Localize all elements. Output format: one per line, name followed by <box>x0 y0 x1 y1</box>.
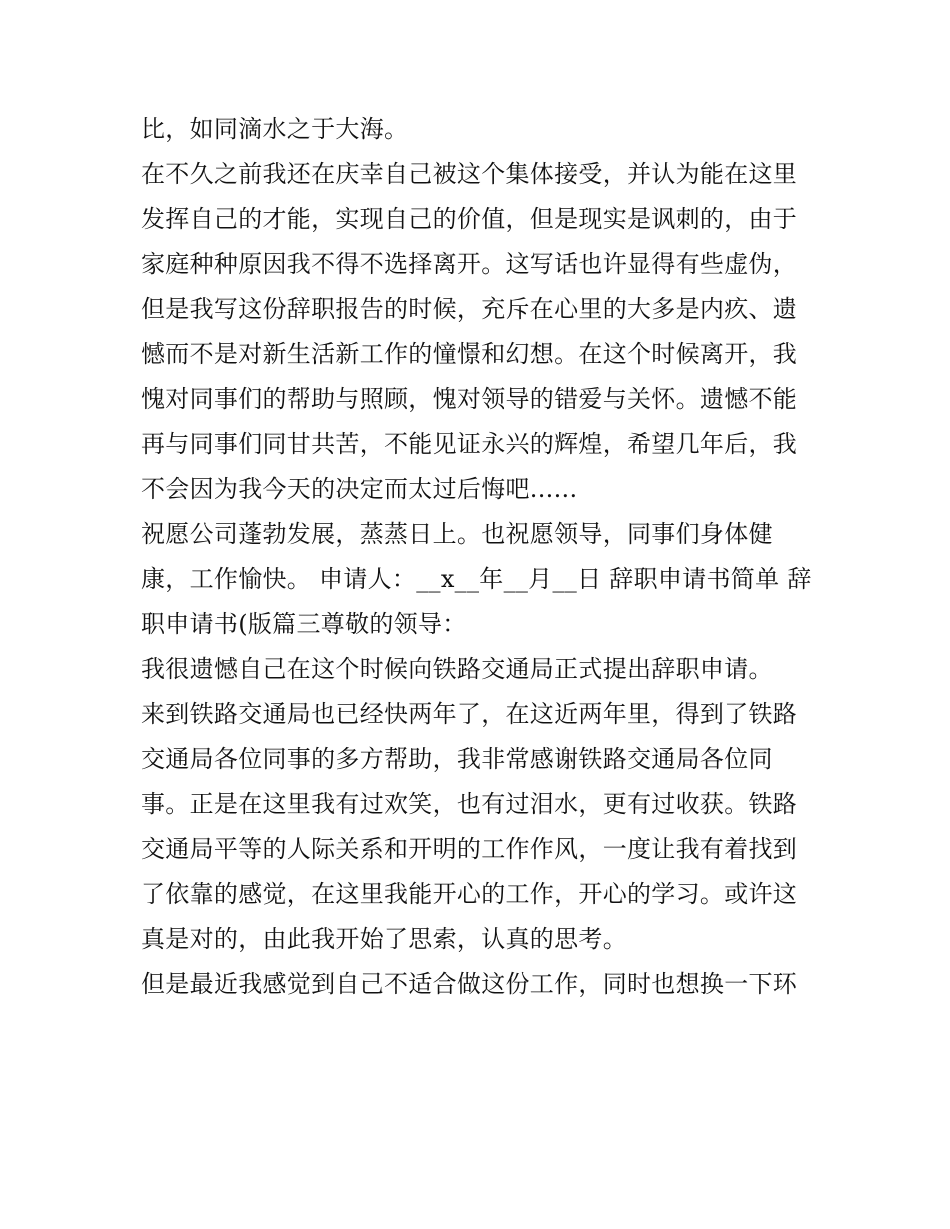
text-line: 家庭种种原因我不得不选择离开。这写话也许显得有些虚伪， <box>141 250 798 278</box>
text-line: 愧对同事们的帮助与照顾，愧对领导的错爱与关怀。遗憾不能 <box>141 385 798 413</box>
text-line: 在不久之前我还在庆幸自己被这个集体接受，并认为能在这里 <box>141 160 798 188</box>
text-line: 来到铁路交通局也已经快两年了，在这近两年里，得到了铁路 <box>141 700 798 728</box>
text-line: 我很遗憾自己在这个时候向铁路交通局正式提出辞职申请。 <box>141 655 773 683</box>
text-line: 再与同事们同甘共苦，不能见证永兴的辉煌，希望几年后，我 <box>141 430 798 458</box>
text-line: 发挥自己的才能，实现自己的价值，但是现实是讽刺的，由于 <box>141 205 798 233</box>
text-line: 职申请书(版篇三尊敬的领导： <box>141 610 467 638</box>
text-line: 不会因为我今天的决定而太过后悔吧...... <box>141 475 578 503</box>
text-line: 比，如同滴水之于大海。 <box>141 115 409 143</box>
document-body <box>141 107 821 1007</box>
text-line: 事。正是在这里我有过欢笑，也有过泪水，更有过收获。铁路 <box>141 790 798 818</box>
text-line: 交通局平等的人际关系和开明的工作作风，一度让我有着找到 <box>141 835 798 863</box>
text-line: 了依靠的感觉，在这里我能开心的工作，开心的学习。或许这 <box>141 880 798 908</box>
text-line: 憾而不是对新生活新工作的憧憬和幻想。在这个时候离开，我 <box>141 340 798 368</box>
text-line: 康，工作愉快。 申请人：__x__年__月__日 辞职申请书简单 辞 <box>141 565 812 593</box>
text-line: 但是我写这份辞职报告的时候，充斥在心里的大多是内疚、遗 <box>141 295 798 323</box>
text-line: 但是最近我感觉到自己不适合做这份工作，同时也想换一下环 <box>141 970 798 998</box>
text-line: 真是对的，由此我开始了思索，认真的思考。 <box>141 925 627 953</box>
text-line: 祝愿公司蓬勃发展，蒸蒸日上。也祝愿领导，同事们身体健 <box>141 520 773 548</box>
text-line: 交通局各位同事的多方帮助，我非常感谢铁路交通局各位同 <box>141 745 773 773</box>
